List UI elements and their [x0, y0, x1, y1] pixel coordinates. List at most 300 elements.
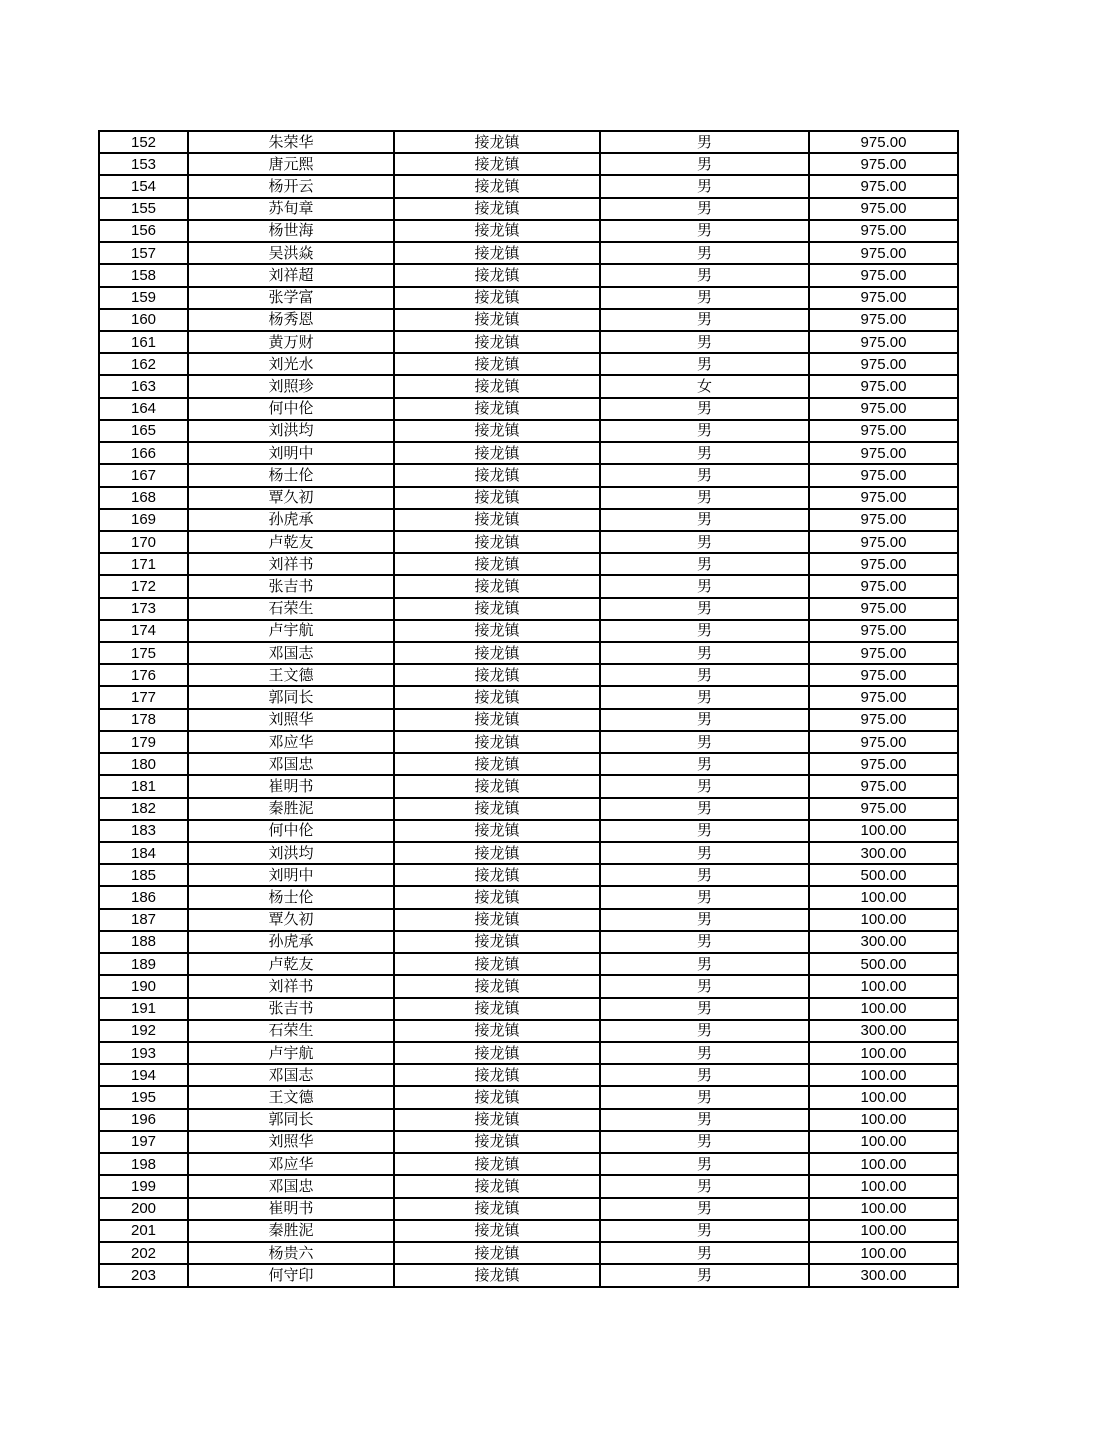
cell-row-number: 203 — [99, 1264, 188, 1287]
cell-amount: 975.00 — [809, 620, 958, 642]
cell-row-number: 170 — [99, 531, 188, 553]
cell-row-number: 175 — [99, 642, 188, 664]
cell-row-number: 185 — [99, 864, 188, 886]
cell-row-number: 189 — [99, 953, 188, 975]
cell-gender: 男 — [600, 353, 809, 375]
cell-name: 唐元熙 — [188, 153, 394, 175]
cell-amount: 500.00 — [809, 864, 958, 886]
cell-name: 邓应华 — [188, 1153, 394, 1175]
cell-town: 接龙镇 — [394, 598, 600, 620]
cell-gender: 男 — [600, 420, 809, 442]
cell-town: 接龙镇 — [394, 398, 600, 420]
cell-amount: 100.00 — [809, 1153, 958, 1175]
table-row — [99, 198, 958, 220]
cell-row-number: 162 — [99, 353, 188, 375]
cell-town: 接龙镇 — [394, 931, 600, 953]
cell-gender: 男 — [600, 287, 809, 309]
cell-name: 杨士伦 — [188, 886, 394, 908]
cell-gender: 女 — [600, 375, 809, 397]
cell-town: 接龙镇 — [394, 1042, 600, 1064]
table-row — [99, 775, 958, 797]
cell-town: 接龙镇 — [394, 686, 600, 708]
cell-gender: 男 — [600, 775, 809, 797]
cell-amount: 100.00 — [809, 1109, 958, 1131]
table-row — [99, 998, 958, 1020]
table-row — [99, 420, 958, 442]
cell-town: 接龙镇 — [394, 1198, 600, 1220]
cell-gender: 男 — [600, 1131, 809, 1153]
cell-town: 接龙镇 — [394, 775, 600, 797]
cell-amount: 975.00 — [809, 553, 958, 575]
table-row — [99, 442, 958, 464]
cell-gender: 男 — [600, 909, 809, 931]
cell-gender: 男 — [600, 931, 809, 953]
cell-town: 接龙镇 — [394, 1064, 600, 1086]
cell-name: 石荣生 — [188, 1020, 394, 1042]
cell-gender: 男 — [600, 1020, 809, 1042]
cell-row-number: 176 — [99, 664, 188, 686]
cell-name: 卢乾友 — [188, 953, 394, 975]
cell-name: 黄万财 — [188, 331, 394, 353]
cell-gender: 男 — [600, 1153, 809, 1175]
cell-row-number: 168 — [99, 487, 188, 509]
cell-name: 崔明书 — [188, 775, 394, 797]
cell-amount: 100.00 — [809, 975, 958, 997]
cell-gender: 男 — [600, 198, 809, 220]
cell-town: 接龙镇 — [394, 1175, 600, 1197]
cell-name: 邓国志 — [188, 642, 394, 664]
cell-name: 孙虎承 — [188, 509, 394, 531]
cell-name: 杨秀恩 — [188, 309, 394, 331]
cell-row-number: 193 — [99, 1042, 188, 1064]
cell-gender: 男 — [600, 398, 809, 420]
cell-name: 杨贵六 — [188, 1242, 394, 1264]
table-row — [99, 1264, 958, 1287]
table-row — [99, 1220, 958, 1242]
cell-row-number: 190 — [99, 975, 188, 997]
cell-amount: 100.00 — [809, 1131, 958, 1153]
cell-name: 郭同长 — [188, 686, 394, 708]
cell-town: 接龙镇 — [394, 509, 600, 531]
cell-name: 吴洪焱 — [188, 242, 394, 264]
cell-town: 接龙镇 — [394, 642, 600, 664]
cell-town: 接龙镇 — [394, 264, 600, 286]
cell-amount: 975.00 — [809, 264, 958, 286]
cell-town: 接龙镇 — [394, 1131, 600, 1153]
cell-row-number: 178 — [99, 709, 188, 731]
cell-name: 朱荣华 — [188, 131, 394, 153]
cell-name: 杨开云 — [188, 175, 394, 197]
cell-name: 何守印 — [188, 1264, 394, 1287]
cell-gender: 男 — [600, 509, 809, 531]
cell-amount: 100.00 — [809, 909, 958, 931]
cell-amount: 975.00 — [809, 331, 958, 353]
cell-name: 刘照华 — [188, 1131, 394, 1153]
cell-row-number: 173 — [99, 598, 188, 620]
cell-gender: 男 — [600, 1086, 809, 1108]
cell-row-number: 197 — [99, 1131, 188, 1153]
cell-gender: 男 — [600, 1175, 809, 1197]
cell-row-number: 160 — [99, 309, 188, 331]
cell-amount: 975.00 — [809, 420, 958, 442]
cell-amount: 975.00 — [809, 709, 958, 731]
cell-name: 张吉书 — [188, 575, 394, 597]
cell-amount: 975.00 — [809, 442, 958, 464]
cell-amount: 975.00 — [809, 487, 958, 509]
cell-row-number: 177 — [99, 686, 188, 708]
cell-amount: 975.00 — [809, 287, 958, 309]
cell-name: 王文德 — [188, 664, 394, 686]
cell-name: 何中伦 — [188, 398, 394, 420]
cell-gender: 男 — [600, 331, 809, 353]
table-row — [99, 864, 958, 886]
cell-gender: 男 — [600, 953, 809, 975]
cell-amount: 100.00 — [809, 1220, 958, 1242]
cell-gender: 男 — [600, 798, 809, 820]
cell-town: 接龙镇 — [394, 864, 600, 886]
table-row — [99, 842, 958, 864]
payment-roster-table — [98, 130, 959, 1288]
table-row — [99, 1042, 958, 1064]
cell-row-number: 171 — [99, 553, 188, 575]
cell-town: 接龙镇 — [394, 909, 600, 931]
table-row — [99, 353, 958, 375]
cell-name: 郭同长 — [188, 1109, 394, 1131]
table-row — [99, 464, 958, 486]
table-row — [99, 1153, 958, 1175]
cell-name: 王文德 — [188, 1086, 394, 1108]
cell-town: 接龙镇 — [394, 287, 600, 309]
table-row — [99, 664, 958, 686]
cell-gender: 男 — [600, 153, 809, 175]
cell-amount: 975.00 — [809, 398, 958, 420]
cell-row-number: 195 — [99, 1086, 188, 1108]
cell-amount: 975.00 — [809, 686, 958, 708]
table-row — [99, 1242, 958, 1264]
cell-row-number: 164 — [99, 398, 188, 420]
cell-name: 崔明书 — [188, 1198, 394, 1220]
cell-amount: 975.00 — [809, 309, 958, 331]
table-row — [99, 798, 958, 820]
cell-amount: 100.00 — [809, 998, 958, 1020]
cell-row-number: 183 — [99, 820, 188, 842]
cell-row-number: 181 — [99, 775, 188, 797]
cell-town: 接龙镇 — [394, 753, 600, 775]
table-row — [99, 575, 958, 597]
table-row — [99, 131, 958, 153]
cell-gender: 男 — [600, 753, 809, 775]
cell-amount: 100.00 — [809, 1175, 958, 1197]
cell-gender: 男 — [600, 709, 809, 731]
table-row — [99, 220, 958, 242]
cell-row-number: 186 — [99, 886, 188, 908]
cell-amount: 100.00 — [809, 820, 958, 842]
cell-name: 苏旬章 — [188, 198, 394, 220]
cell-name: 邓国忠 — [188, 1175, 394, 1197]
cell-amount: 100.00 — [809, 886, 958, 908]
cell-town: 接龙镇 — [394, 531, 600, 553]
cell-amount: 500.00 — [809, 953, 958, 975]
cell-amount: 975.00 — [809, 509, 958, 531]
cell-gender: 男 — [600, 842, 809, 864]
cell-gender: 男 — [600, 220, 809, 242]
cell-town: 接龙镇 — [394, 820, 600, 842]
table-row — [99, 1109, 958, 1131]
cell-gender: 男 — [600, 598, 809, 620]
cell-row-number: 194 — [99, 1064, 188, 1086]
cell-name: 刘明中 — [188, 864, 394, 886]
cell-amount: 975.00 — [809, 153, 958, 175]
cell-town: 接龙镇 — [394, 487, 600, 509]
table-row — [99, 975, 958, 997]
cell-town: 接龙镇 — [394, 331, 600, 353]
table-row — [99, 1131, 958, 1153]
cell-name: 何中伦 — [188, 820, 394, 842]
cell-name: 杨世海 — [188, 220, 394, 242]
cell-name: 刘照华 — [188, 709, 394, 731]
cell-amount: 100.00 — [809, 1198, 958, 1220]
cell-amount: 975.00 — [809, 131, 958, 153]
cell-amount: 300.00 — [809, 1264, 958, 1287]
cell-town: 接龙镇 — [394, 242, 600, 264]
table-row — [99, 331, 958, 353]
cell-town: 接龙镇 — [394, 1153, 600, 1175]
cell-town: 接龙镇 — [394, 709, 600, 731]
cell-town: 接龙镇 — [394, 131, 600, 153]
cell-gender: 男 — [600, 131, 809, 153]
cell-gender: 男 — [600, 820, 809, 842]
cell-name: 孙虎承 — [188, 931, 394, 953]
cell-amount: 975.00 — [809, 531, 958, 553]
cell-row-number: 154 — [99, 175, 188, 197]
cell-gender: 男 — [600, 1220, 809, 1242]
cell-amount: 975.00 — [809, 242, 958, 264]
cell-row-number: 167 — [99, 464, 188, 486]
table-row — [99, 820, 958, 842]
cell-row-number: 156 — [99, 220, 188, 242]
cell-name: 刘祥书 — [188, 975, 394, 997]
cell-town: 接龙镇 — [394, 1086, 600, 1108]
cell-amount: 100.00 — [809, 1242, 958, 1264]
cell-amount: 975.00 — [809, 175, 958, 197]
cell-amount: 975.00 — [809, 375, 958, 397]
cell-town: 接龙镇 — [394, 1264, 600, 1287]
cell-town: 接龙镇 — [394, 575, 600, 597]
cell-name: 卢乾友 — [188, 531, 394, 553]
table-row — [99, 1086, 958, 1108]
cell-amount: 975.00 — [809, 598, 958, 620]
cell-gender: 男 — [600, 242, 809, 264]
table-row — [99, 642, 958, 664]
cell-amount: 100.00 — [809, 1064, 958, 1086]
cell-amount: 975.00 — [809, 575, 958, 597]
cell-gender: 男 — [600, 531, 809, 553]
cell-amount: 975.00 — [809, 798, 958, 820]
table-row — [99, 953, 958, 975]
table-body — [99, 131, 958, 1287]
cell-amount: 975.00 — [809, 220, 958, 242]
cell-name: 覃久初 — [188, 487, 394, 509]
cell-town: 接龙镇 — [394, 1220, 600, 1242]
cell-row-number: 163 — [99, 375, 188, 397]
cell-amount: 975.00 — [809, 775, 958, 797]
cell-name: 秦胜泥 — [188, 1220, 394, 1242]
cell-row-number: 155 — [99, 198, 188, 220]
cell-row-number: 191 — [99, 998, 188, 1020]
cell-amount: 975.00 — [809, 353, 958, 375]
cell-name: 石荣生 — [188, 598, 394, 620]
cell-gender: 男 — [600, 1042, 809, 1064]
table-row — [99, 242, 958, 264]
cell-row-number: 192 — [99, 1020, 188, 1042]
cell-town: 接龙镇 — [394, 309, 600, 331]
cell-row-number: 159 — [99, 287, 188, 309]
cell-gender: 男 — [600, 1109, 809, 1131]
cell-gender: 男 — [600, 1264, 809, 1287]
cell-gender: 男 — [600, 575, 809, 597]
cell-gender: 男 — [600, 620, 809, 642]
table-row — [99, 620, 958, 642]
cell-gender: 男 — [600, 642, 809, 664]
table-row — [99, 686, 958, 708]
cell-town: 接龙镇 — [394, 1242, 600, 1264]
cell-name: 邓国忠 — [188, 753, 394, 775]
cell-town: 接龙镇 — [394, 798, 600, 820]
cell-row-number: 202 — [99, 1242, 188, 1264]
cell-row-number: 201 — [99, 1220, 188, 1242]
cell-row-number: 184 — [99, 842, 188, 864]
cell-amount: 300.00 — [809, 842, 958, 864]
cell-amount: 975.00 — [809, 642, 958, 664]
table-row — [99, 1175, 958, 1197]
cell-row-number: 187 — [99, 909, 188, 931]
cell-town: 接龙镇 — [394, 353, 600, 375]
cell-amount: 100.00 — [809, 1042, 958, 1064]
cell-town: 接龙镇 — [394, 1109, 600, 1131]
cell-amount: 975.00 — [809, 731, 958, 753]
table-row — [99, 553, 958, 575]
cell-town: 接龙镇 — [394, 842, 600, 864]
cell-town: 接龙镇 — [394, 464, 600, 486]
cell-town: 接龙镇 — [394, 153, 600, 175]
cell-name: 张吉书 — [188, 998, 394, 1020]
table-row — [99, 375, 958, 397]
cell-gender: 男 — [600, 487, 809, 509]
cell-gender: 男 — [600, 309, 809, 331]
cell-gender: 男 — [600, 886, 809, 908]
cell-gender: 男 — [600, 864, 809, 886]
cell-row-number: 188 — [99, 931, 188, 953]
cell-town: 接龙镇 — [394, 553, 600, 575]
cell-gender: 男 — [600, 731, 809, 753]
table-row — [99, 531, 958, 553]
cell-row-number: 198 — [99, 1153, 188, 1175]
cell-town: 接龙镇 — [394, 620, 600, 642]
cell-gender: 男 — [600, 553, 809, 575]
cell-row-number: 153 — [99, 153, 188, 175]
cell-town: 接龙镇 — [394, 1020, 600, 1042]
cell-town: 接龙镇 — [394, 442, 600, 464]
cell-row-number: 172 — [99, 575, 188, 597]
cell-town: 接龙镇 — [394, 998, 600, 1020]
cell-gender: 男 — [600, 1198, 809, 1220]
cell-name: 秦胜泥 — [188, 798, 394, 820]
table-row — [99, 175, 958, 197]
cell-gender: 男 — [600, 664, 809, 686]
cell-town: 接龙镇 — [394, 375, 600, 397]
cell-amount: 975.00 — [809, 753, 958, 775]
cell-gender: 男 — [600, 175, 809, 197]
cell-town: 接龙镇 — [394, 420, 600, 442]
cell-amount: 300.00 — [809, 1020, 958, 1042]
cell-row-number: 161 — [99, 331, 188, 353]
cell-name: 张学富 — [188, 287, 394, 309]
cell-row-number: 199 — [99, 1175, 188, 1197]
cell-town: 接龙镇 — [394, 731, 600, 753]
table-row — [99, 509, 958, 531]
table-row — [99, 398, 958, 420]
cell-gender: 男 — [600, 975, 809, 997]
table-row — [99, 931, 958, 953]
cell-row-number: 169 — [99, 509, 188, 531]
table-row — [99, 598, 958, 620]
cell-name: 刘照珍 — [188, 375, 394, 397]
cell-row-number: 165 — [99, 420, 188, 442]
cell-gender: 男 — [600, 264, 809, 286]
cell-gender: 男 — [600, 686, 809, 708]
cell-amount: 975.00 — [809, 464, 958, 486]
cell-town: 接龙镇 — [394, 198, 600, 220]
table-row — [99, 886, 958, 908]
cell-amount: 975.00 — [809, 198, 958, 220]
cell-row-number: 179 — [99, 731, 188, 753]
table-row — [99, 709, 958, 731]
cell-row-number: 152 — [99, 131, 188, 153]
table-row — [99, 731, 958, 753]
cell-amount: 300.00 — [809, 931, 958, 953]
cell-gender: 男 — [600, 998, 809, 1020]
cell-gender: 男 — [600, 1242, 809, 1264]
cell-gender: 男 — [600, 442, 809, 464]
cell-row-number: 174 — [99, 620, 188, 642]
cell-name: 刘明中 — [188, 442, 394, 464]
table-row — [99, 753, 958, 775]
table-row — [99, 309, 958, 331]
cell-name: 刘洪均 — [188, 420, 394, 442]
cell-name: 杨士伦 — [188, 464, 394, 486]
cell-town: 接龙镇 — [394, 220, 600, 242]
cell-amount: 100.00 — [809, 1086, 958, 1108]
cell-town: 接龙镇 — [394, 664, 600, 686]
table-row — [99, 287, 958, 309]
cell-row-number: 158 — [99, 264, 188, 286]
cell-name: 邓国志 — [188, 1064, 394, 1086]
cell-name: 卢宇航 — [188, 1042, 394, 1064]
cell-row-number: 200 — [99, 1198, 188, 1220]
cell-name: 刘光水 — [188, 353, 394, 375]
cell-town: 接龙镇 — [394, 175, 600, 197]
cell-name: 覃久初 — [188, 909, 394, 931]
table-row — [99, 1020, 958, 1042]
cell-name: 卢宇航 — [188, 620, 394, 642]
cell-amount: 975.00 — [809, 664, 958, 686]
table-row — [99, 487, 958, 509]
cell-gender: 男 — [600, 464, 809, 486]
table-row — [99, 264, 958, 286]
cell-town: 接龙镇 — [394, 953, 600, 975]
cell-row-number: 166 — [99, 442, 188, 464]
cell-row-number: 182 — [99, 798, 188, 820]
